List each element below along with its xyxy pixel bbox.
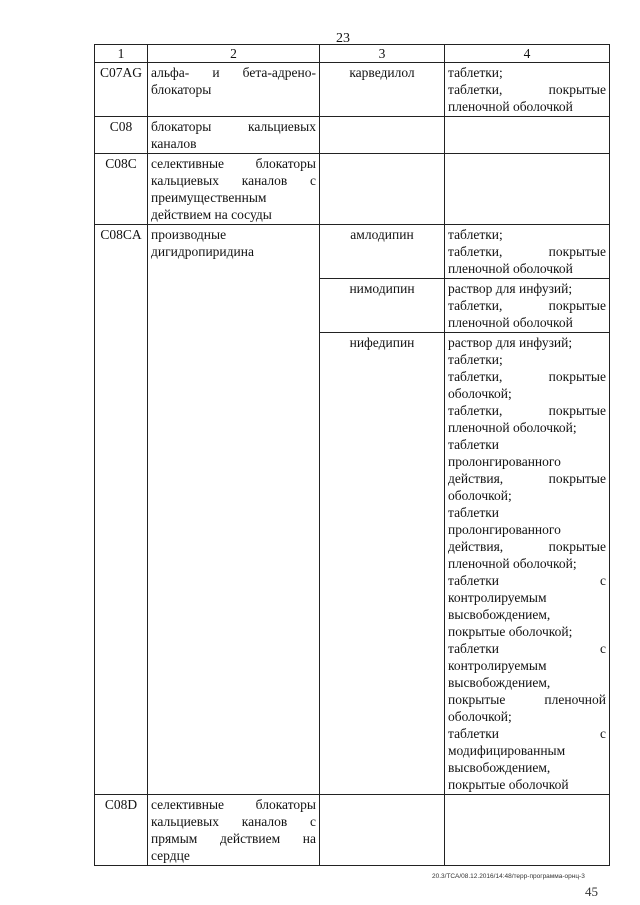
dosage-forms-cell xyxy=(445,279,610,333)
table-row xyxy=(95,117,610,154)
page-number: 23 xyxy=(336,31,350,46)
header-row xyxy=(95,45,610,63)
dosage-forms-cell xyxy=(445,117,610,154)
dosage-form: таблетки пролонгированного действия, покрытые пленочной оболочкой; xyxy=(448,505,606,571)
column-header-2: 2 xyxy=(148,45,320,63)
drug-name-cell xyxy=(320,117,445,154)
dosage-form: таблетки; xyxy=(448,65,503,80)
dosage-form: таблетки, покрытые пленочной оболочкой xyxy=(448,82,606,114)
group-name-cell: производные дигидропиридина xyxy=(148,225,320,795)
sheet-number: 45 xyxy=(585,884,598,899)
drug-table xyxy=(94,44,610,866)
dosage-forms-cell xyxy=(445,154,610,225)
drug-name-cell xyxy=(320,795,445,866)
dosage-form: таблетки; xyxy=(448,352,503,367)
atc-code-cell: C08CA xyxy=(95,225,148,795)
column-header-3: 3 xyxy=(320,45,445,63)
group-name-cell: селективные блокаторы кальциевых каналов с прямым действием на сердце xyxy=(148,795,320,866)
dosage-form: раствор для инфузий; xyxy=(448,281,573,296)
table-row xyxy=(95,154,610,225)
dosage-form: раствор для инфузий; xyxy=(448,335,573,350)
dosage-form: таблетки, покрытые оболочкой; xyxy=(448,369,606,401)
drug-name-cell: амлодипин xyxy=(320,225,445,279)
atc-code-cell: C08 xyxy=(95,117,148,154)
dosage-forms-cell xyxy=(445,795,610,866)
group-name-cell: альфа- и бета-адрено-блокаторы xyxy=(148,63,320,117)
dosage-forms-cell xyxy=(445,333,610,795)
group-name-cell: селективные блокаторы кальциевых каналов с преимущественным действием на сосуды xyxy=(148,154,320,225)
dosage-form: таблетки с контролируемым высвобождением, покрытые оболочкой; xyxy=(448,573,606,639)
table-row xyxy=(95,225,610,279)
drug-name-cell: нифедипин xyxy=(320,333,445,795)
dosage-form: таблетки пролонгированного действия, покрытые оболочкой; xyxy=(448,437,606,503)
table-body xyxy=(95,63,610,866)
column-header-1: 1 xyxy=(95,45,148,63)
dosage-form: таблетки с модифицированным высвобождением, покрытые оболочкой xyxy=(448,726,606,792)
drug-name-cell xyxy=(320,154,445,225)
table-row xyxy=(95,795,610,866)
dosage-form: таблетки, покрытые пленочной оболочкой xyxy=(448,244,606,276)
table-header xyxy=(95,45,610,63)
dosage-forms-cell xyxy=(445,63,610,117)
atc-code-cell: C08C xyxy=(95,154,148,225)
column-header-4: 4 xyxy=(445,45,610,63)
drug-name-cell: карведилол xyxy=(320,63,445,117)
drug-name-cell: нимодипин xyxy=(320,279,445,333)
dosage-form: таблетки с контролируемым высвобождением, покрытые пленочной оболочкой; xyxy=(448,641,606,724)
dosage-form: таблетки; xyxy=(448,227,503,242)
group-name-cell: блокаторы кальциевых каналов xyxy=(148,117,320,154)
atc-code-cell: C07AG xyxy=(95,63,148,117)
table-row xyxy=(95,63,610,117)
dosage-form: таблетки, покрытые пленочной оболочкой; xyxy=(448,403,606,435)
dosage-form: таблетки, покрытые пленочной оболочкой xyxy=(448,298,606,330)
atc-code-cell: C08D xyxy=(95,795,148,866)
footer-stamp: 20.3/ТСА/08.12.2016/14:48/терр-программа-орнц-3 xyxy=(432,873,585,880)
dosage-forms-cell xyxy=(445,225,610,279)
